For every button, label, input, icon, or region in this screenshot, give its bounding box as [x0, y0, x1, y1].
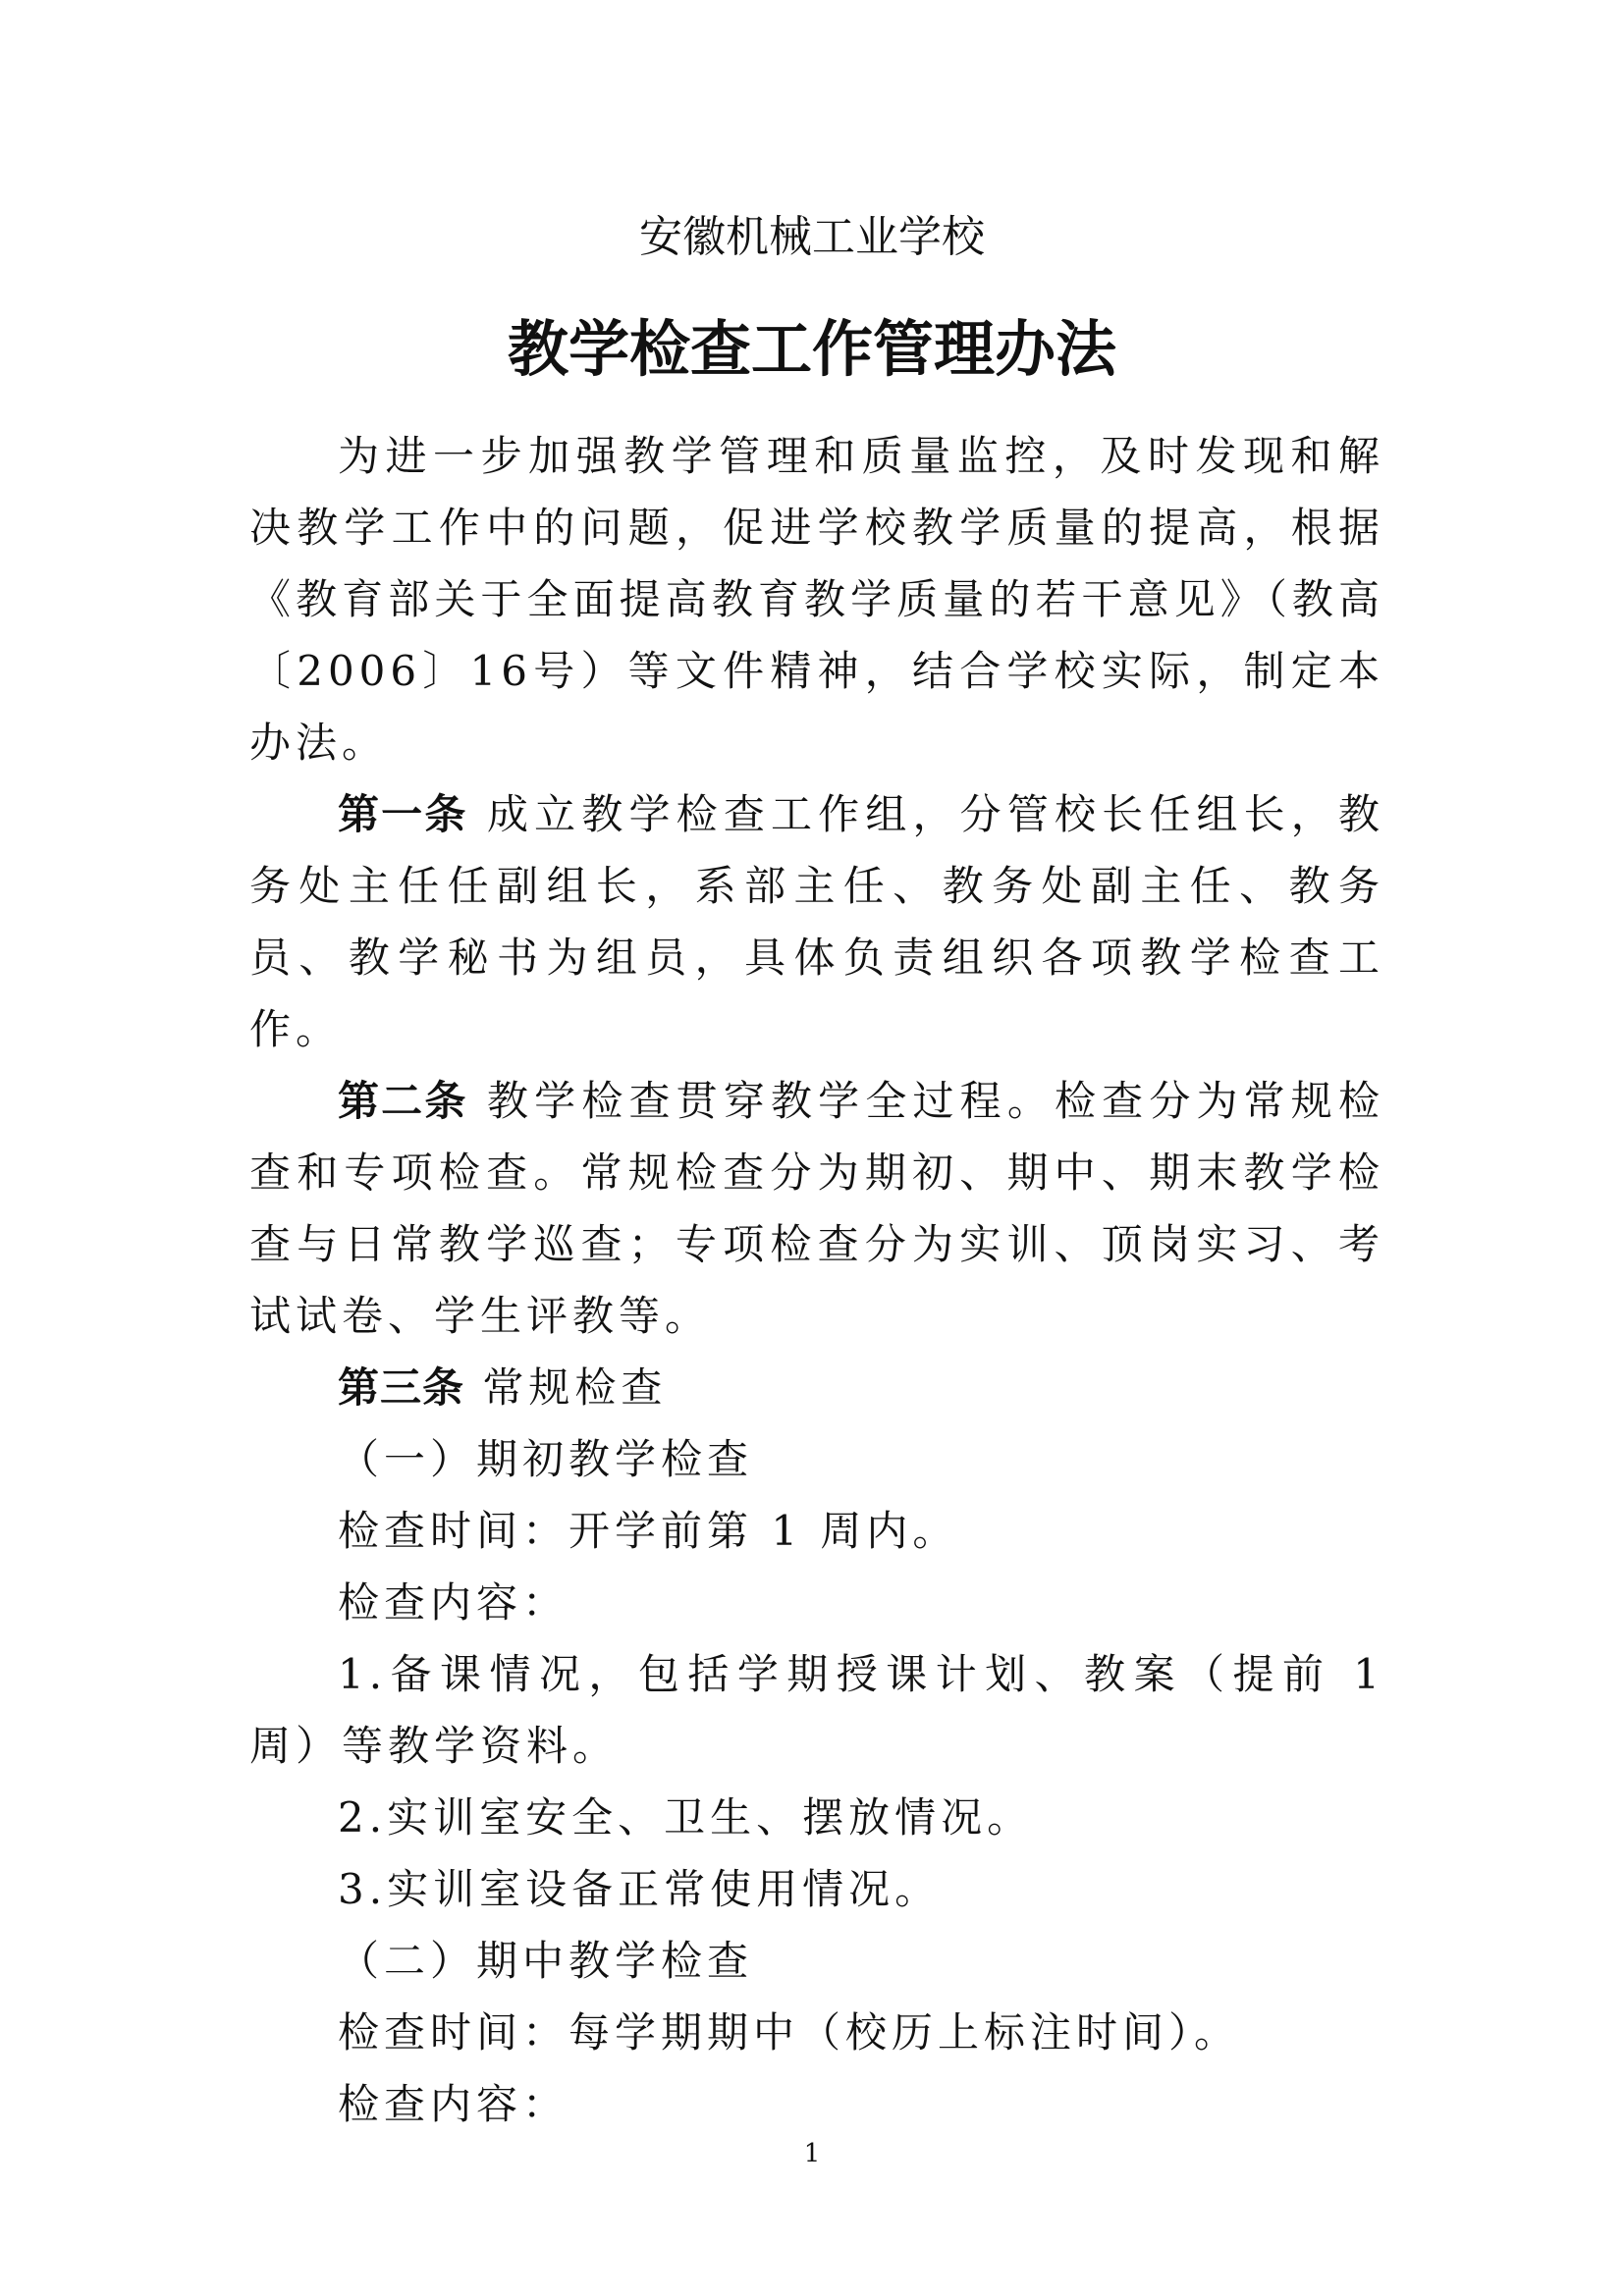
article-3: [249, 1352, 1384, 1423]
section-1-heading: （一）期初教学检查: [338, 1435, 754, 1483]
section-2-heading: （二）期中教学检查: [338, 1937, 754, 1985]
section-1-time: 检查时间：开学前第 1 周内。: [338, 1507, 959, 1555]
section-2-content-label: 检查内容：: [338, 2080, 569, 2128]
article-1: [249, 778, 1384, 1065]
section-2-time: 检查时间：每学期期中（校历上标注时间）。: [338, 2008, 1241, 2056]
page-number: 1: [803, 2139, 821, 2168]
article-1-label: 第一条: [338, 790, 468, 838]
article-2: [249, 1065, 1384, 1352]
article-2-label: 第二条: [338, 1077, 468, 1125]
section-1-content-label: 检查内容：: [338, 1578, 569, 1627]
school-name: 安徽机械工业学校: [639, 212, 985, 262]
intro-paragraph: 为进一步加强教学管理和质量监控，及时发现和解决教学工作中的问题，促进学校教学质量的提高，根据《教育部关于全面提高教育教学质量的若干意见》（教高〔2006〕16号）等文件精神，结合学校实际，制定本办法。: [249, 432, 1384, 767]
section-1-item-3: 3.实训室设备正常使用情况。: [338, 1865, 942, 1913]
article-3-text: 常规检查: [482, 1363, 668, 1412]
section-1-item-2: 2.实训室安全、卫生、摆放情况。: [338, 1793, 1034, 1842]
article-1-text: 成立教学检查工作组，分管校长任组长，教务处主任任副组长，系部主任、教务处副主任、教务员、教学秘书为组员，具体负责组织各项教学检查工作。: [249, 790, 1384, 1053]
document-title: 教学检查工作管理办法: [507, 313, 1116, 385]
article-2-text: 教学检查贯穿教学全过程。检查分为常规检查和专项检查。常规检查分为期初、期中、期末教学检查与日常教学巡查；专项检查分为实训、顶岗实习、考试试卷、学生评教等。: [249, 1077, 1384, 1340]
article-3-label: 第三条: [338, 1363, 465, 1412]
document-body: [249, 420, 1384, 2140]
section-1-item-1: 1.备课情况，包括学期授课计划、教案（提前 1 周）等教学资料。: [249, 1650, 1384, 1770]
